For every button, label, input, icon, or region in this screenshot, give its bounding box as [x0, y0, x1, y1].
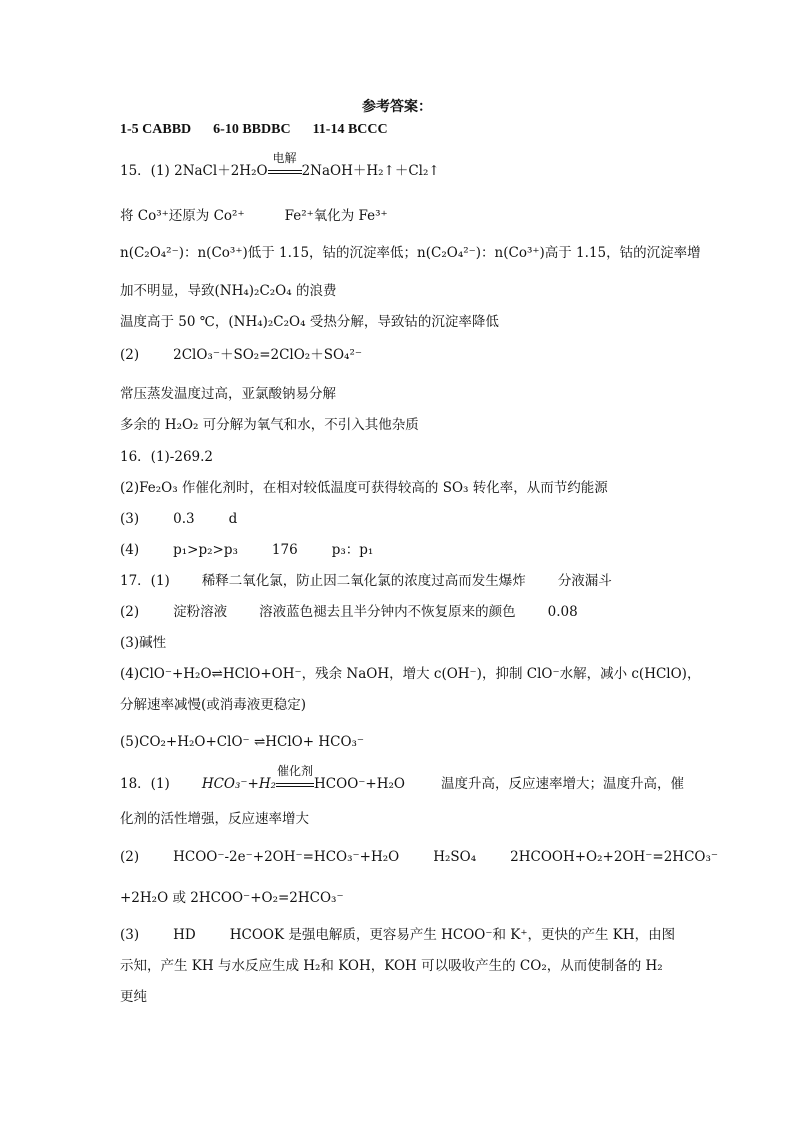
answer-text: H₂SO₄ [433, 849, 477, 865]
q18-part3-line2: 示知，产生 KH 与水反应生成 H₂和 KOH，KOH 可以吸收产生的 CO₂，从而使制备的 H₂ [120, 958, 663, 974]
q18-part2 [120, 848, 718, 866]
answer-text: p₁>p₂>p₃ [173, 542, 238, 558]
part-number: (3) [120, 927, 140, 943]
answer-text: 温度升高，反应速率增大；温度升高，催 [440, 776, 684, 792]
question-number: 15．(1) [120, 163, 170, 179]
answer-text: p₃：p₁ [331, 542, 374, 558]
q16-part1: 16．(1)-269.2 [120, 449, 214, 465]
q18-part2-line2: +2H₂O 或 2HCOO⁻+O₂=2HCO₃⁻ [120, 890, 344, 906]
q17-part3: (3)碱性 [120, 635, 167, 651]
equation: 2ClO₃⁻＋SO₂=2ClO₂＋SO₄²⁻ [173, 347, 362, 363]
q15-part2-line2: 常压蒸发温度过高，亚氯酸钠易分解 [120, 386, 336, 402]
q18-part3-line3: 更纯 [120, 989, 147, 1005]
q16-part3 [120, 510, 237, 528]
equation-right: 2NaOH＋H₂↑＋Cl₂↑ [301, 163, 440, 179]
q17-part5: (5)CO₂+H₂O+ClO⁻ ⇌HClO+ HCO₃⁻ [120, 734, 365, 750]
page-title: 参考答案： [362, 100, 432, 115]
mc-group-2: 6-10 BBDBC [213, 122, 291, 137]
q15-temp-line: 温度高于 50 ℃，(NH₄)₂C₂O₄ 受热分解，导致钴的沉淀率降低 [120, 314, 499, 330]
part-number: (2) [120, 849, 140, 865]
reaction-arrow [276, 764, 314, 793]
q17-part1 [120, 572, 612, 590]
q17-part4-line1: (4)ClO⁻+H₂O⇌HClO+OH⁻，残余 NaOH，增大 c(OH⁻)，抑制 ClO⁻水解，减小 c(HClO)， [120, 666, 701, 682]
q15-ratio-line2: 加不明显，导致(NH₄)₂C₂O₄ 的浪费 [120, 283, 337, 299]
reaction-condition: 电解 [272, 151, 297, 165]
q15-part2-equation [120, 346, 362, 364]
part-number: (2) [120, 347, 140, 363]
answer-text: 稀释二氧化氯，防止因二氧化氯的浓度过高而发生爆炸 [201, 573, 526, 589]
answer-text: Fe²⁺氧化为 Fe³⁺ [284, 208, 388, 224]
equation: 2HCOOH+O₂+2OH⁻=2HCO₃⁻ [510, 849, 719, 865]
answer-text: 淀粉溶液 [173, 604, 228, 620]
q18-part3-line1 [120, 926, 675, 944]
q17-part2 [120, 603, 578, 621]
equation-left: 2NaCl＋2H₂O [174, 163, 268, 179]
reaction-arrow [268, 151, 302, 180]
question-number: 17．(1) [120, 573, 170, 589]
answer-text: 溶液蓝色褪去且半分钟内不恢复原来的颜色 [259, 604, 516, 620]
mc-group-1: 1-5 CABBD [120, 122, 192, 137]
part-number: (4) [120, 542, 140, 558]
q18-part1-line2: 化剂的活性增强，反应速率增大 [120, 811, 309, 827]
equation-left: HCO₃⁻+H₂ [201, 776, 277, 792]
q15-part2-line3: 多余的 H₂O₂ 可分解为氧气和水，不引入其他杂质 [120, 417, 419, 433]
answer-text: 分液漏斗 [557, 573, 612, 589]
answer-text: 0.3 [173, 511, 195, 527]
mc-group-3: 11-14 BCCC [312, 122, 388, 137]
answer-text: d [228, 511, 238, 527]
answer-text: 0.08 [547, 604, 578, 620]
q16-part2: (2)Fe₂O₃ 作催化剂时，在相对较低温度可获得较高的 SO₃ 转化率，从而节约能源 [120, 480, 608, 496]
q18-part1-line1 [120, 764, 684, 793]
equation: HCOO⁻-2e⁻+2OH⁻=HCO₃⁻+H₂O [173, 849, 400, 865]
equation-right: HCOO⁻+H₂O [314, 776, 405, 792]
q15-ratio-line1: n(C₂O₄²⁻)：n(Co³⁺)低于 1.15，钴的沉淀率低；n(C₂O₄²⁻)：n(Co³⁺)高于 1.15，钴的沉淀率增 [120, 245, 701, 261]
part-number: (3) [120, 511, 140, 527]
q16-part4 [120, 541, 373, 559]
part-number: (2) [120, 604, 140, 620]
answer-text: 176 [271, 542, 298, 558]
question-number: 18．(1) [120, 776, 170, 792]
q15-part1-equation [120, 151, 440, 180]
answer-text: 将 Co³⁺还原为 Co²⁺ [120, 208, 245, 224]
q15-answer-line [120, 207, 388, 225]
multiple-choice-answers [120, 121, 388, 139]
q17-part4-line2: 分解速率减慢(或消毒液更稳定) [120, 697, 307, 713]
reaction-condition: 催化剂 [277, 764, 314, 778]
answer-text: HD [173, 927, 196, 943]
answer-text: HCOOK 是强电解质，更容易产生 HCOO⁻和 K⁺，更快的产生 KH，由图 [229, 927, 676, 943]
